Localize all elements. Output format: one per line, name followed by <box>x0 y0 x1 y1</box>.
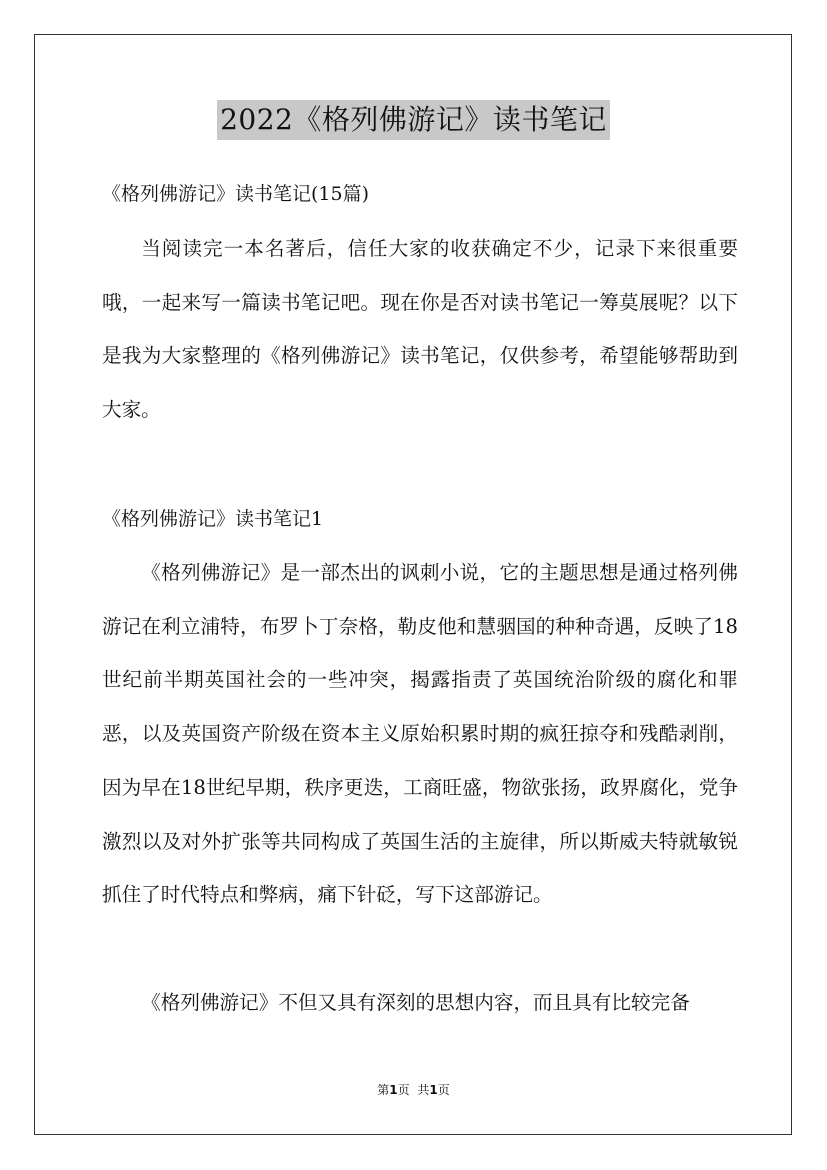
page-label-prefix: 第 <box>377 1083 390 1097</box>
total-label-suffix: 页 <box>437 1083 450 1097</box>
total-pages: 1 <box>429 1083 438 1097</box>
body-paragraph-2: 《格列佛游记》不但又具有深刻的思想内容，而且具有比较完备 <box>141 991 690 1014</box>
document-subtitle: 《格列佛游记》读书笔记(15篇) <box>102 183 370 205</box>
body-paragraph-1: 《格列佛游记》是一部杰出的讽刺小说，它的主题思想是通过格列佛游记在利立浦特，布罗卜丁奈格，勒皮他和慧骃国的种种奇遇，反映了18世纪前半期英国社会的一些冲突，揭露指责了英国统治阶级的腐化和罪恶，以及英国资产阶级在资本主义原始积累时期的疯狂掠夺和残酷剥削，因为早在18世纪早期，秩序更迭，工商旺盛，物欲张扬，政界腐化，党争激烈以及对外扩张等共同构成了英国生活的主旋律，所以斯威夫特就敏锐抓住了时代特点和弊病，痛下针砭，写下这部游记。 <box>102 561 738 907</box>
total-label-prefix: 共 <box>417 1083 430 1097</box>
intro-paragraph: 当阅读完一本名著后，信任大家的收获确定不少，记录下来很重要哦，一起来写一篇读书笔记吧。现在你是否对读书笔记一筹莫展呢？以下是我为大家整理的《格列佛游记》读书笔记，仅供参考，希望能够帮助到大家。 <box>102 237 738 422</box>
page-footer <box>0 1081 827 1099</box>
page-label-suffix: 页 <box>397 1083 410 1097</box>
document-title: 2022《格列佛游记》读书笔记 <box>217 100 610 140</box>
page-number: 1 <box>389 1083 398 1097</box>
title-container <box>0 100 827 140</box>
section-heading: 《格列佛游记》读书笔记1 <box>102 508 324 530</box>
